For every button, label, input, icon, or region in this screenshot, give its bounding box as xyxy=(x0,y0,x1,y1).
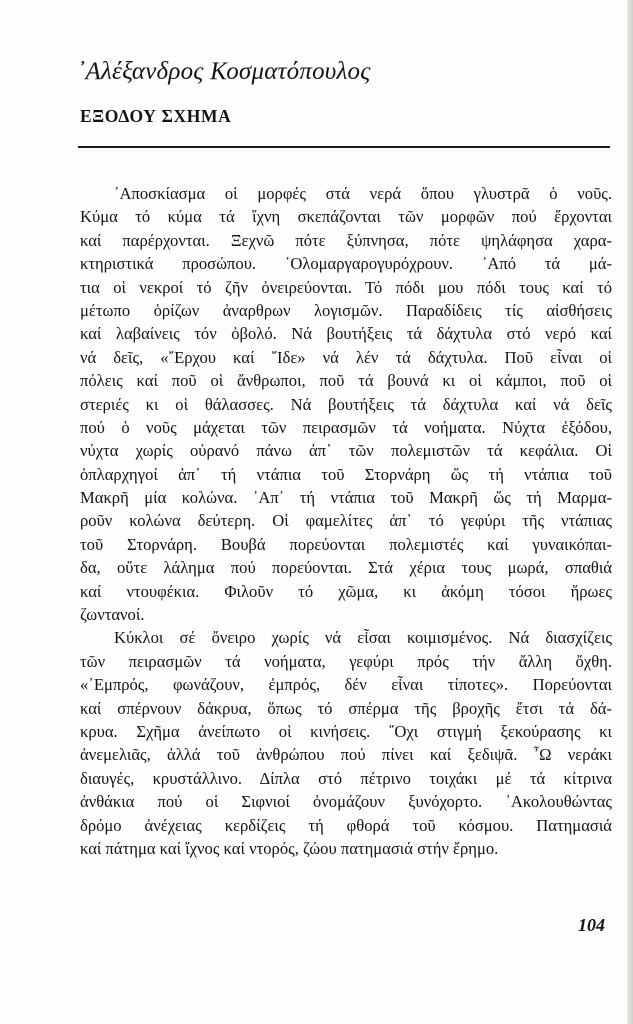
text-line: ζωντανοί. xyxy=(80,605,145,625)
text-line: νά δεῖς, «῎Ερχου καί ῎Ιδε» νά λέν τά δάχτυλα. Ποῦ εἶναι οἱ xyxy=(80,347,612,367)
text-line: ἀνθάκια πού οἱ Σιφνιοί ὀνομάζουν ξυνόχορτο. ᾿Ακολουθώντας xyxy=(80,792,612,812)
text-line: καί πάτημα καί ἴχνος καί ντορός, ζώου πατημασιά στήν ἔρημο. xyxy=(80,838,499,858)
text-line: πόλεις καί ποῦ οἱ ἄνθρωποι, ποῦ τά βουνά κι οἱ κάμποι, ποῦ οἱ xyxy=(80,371,612,391)
text-line: δρόμο ἀνέχειας κερδίζεις τή φθορά τοῦ κόσμου. Πατημασιά xyxy=(80,815,612,835)
text-line: καί σπέρνουν δάκρυα, ὅπως τό σπέρμα τῆς βροχῆς ἔτσι τά δά- xyxy=(80,698,612,718)
text-line: καί ντουφέκια. Φιλοῦν τό χῶμα, κι ἀκόμη τόσοι ἥρωες xyxy=(80,581,612,601)
text-line: στεριές κι οἱ θάλασσες. Νά βουτήξεις τά δάχτυλα καί νά δεῖς xyxy=(80,394,612,414)
text-line: Κύμα τό κύμα τά ἴχνη σκεπάζονται τῶν μορφῶν πού ἔρχονται xyxy=(80,207,612,227)
poem-title: ΕΞΟΔΟΥ ΣΧΗΜΑ xyxy=(80,106,232,126)
text-line: «᾿Εμπρός, φωνάζουν, ἐμπρός, δέν εἶναι τίποτες». Πορεύονται xyxy=(80,675,612,695)
page-number: 104 xyxy=(578,915,605,935)
text-line: καί λαβαίνεις τόν ὀβολό. Νά βουτήξεις τά δάχτυλα στό νερό καί xyxy=(80,324,612,344)
text-line: ροῦν κολώνα δεύτερη. Οἱ φαμελίτες ἀπ᾿ τό γεφύρι τῆς ντάπιας xyxy=(80,511,612,531)
text-line: Μακρῆ μία κολώνα. ᾿Απ᾿ τή ντάπια τοῦ Μακρῆ ὥς τή Μαρμα- xyxy=(80,488,612,508)
text-line: πού ὁ νοῦς μάχεται τῶν πειρασμῶν τά νοήματα. Νύχτα ἐξόδου, xyxy=(80,417,612,437)
text-line: διαυγές, κρυστάλλινο. Δίπλα στό πέτρινο τοιχάκι μέ τά κίτρινα xyxy=(80,768,612,788)
text-line: κρυα. Σχῆμα ἀνείπωτο οἱ κινήσεις. ῎Οχι στιγμή ξεκούρασης κι xyxy=(80,721,612,741)
text-line: νύχτα χωρίς οὐρανό πάνω ἀπ᾿ τῶν πολεμιστῶν τά κεφάλια. Οἱ xyxy=(80,441,612,461)
text-line: ὁπλαρχηγοί ἀπ᾿ τή ντάπια τοῦ Στορνάρη ὥς τή ντάπια τοῦ xyxy=(80,464,612,484)
text-line: μέτωπο ὁρίζων ἀναρθρων λογισμῶν. Παραδίδεις τίς αἰσθήσεις xyxy=(80,300,612,320)
title-rule xyxy=(78,146,610,148)
poem-body xyxy=(80,182,612,860)
text-line: ᾿Αποσκίασμα οἱ μορφές στά νερά ὅπου γλυστρᾶ ὁ νοῦς. xyxy=(114,184,612,203)
page-edge xyxy=(627,0,633,1024)
text-line: κτηριστικά προσώπου. ᾿Ολομαργαρογυρόχρουν. ᾿Από τά μά- xyxy=(80,254,612,274)
text-line: τῶν πειρασμῶν τά νοήματα, γεφύρι πρός τήν ἄλλη ὄχθη. xyxy=(80,651,612,671)
author-name: ᾿Αλέξανδρος Κοσματόπουλος xyxy=(77,58,371,85)
text-line: τια οἱ νεκροί τό ζῆν ὀνειρεύονται. Τό πόδι μου πόδι τους καί τό xyxy=(80,277,612,297)
text-line: Κύκλοι σέ ὄνειρο χωρίς νά εἶσαι κοιμισμένος. Νά διασχίζεις xyxy=(114,628,612,648)
text-line: καί παρέρχονται. Ξεχνῶ πότε ξύπνησα, πότε ψηλάφησα χαρα- xyxy=(80,230,612,250)
text-line: ἀνεμελιᾶς, ἀλλά τοῦ ἀνθρώπου πού πίνει καί ξεδιψᾶ. ῏Ω νεράκι xyxy=(80,745,612,765)
text-line: τοῦ Στορνάρη. Βουβά πορεύονται πολεμιστές καί γυναικόπαι- xyxy=(80,534,612,554)
text-line: δα, οὔτε λάλημα πού πορεύονται. Στά χέρια τους μωρά, σπαθιά xyxy=(80,558,612,578)
